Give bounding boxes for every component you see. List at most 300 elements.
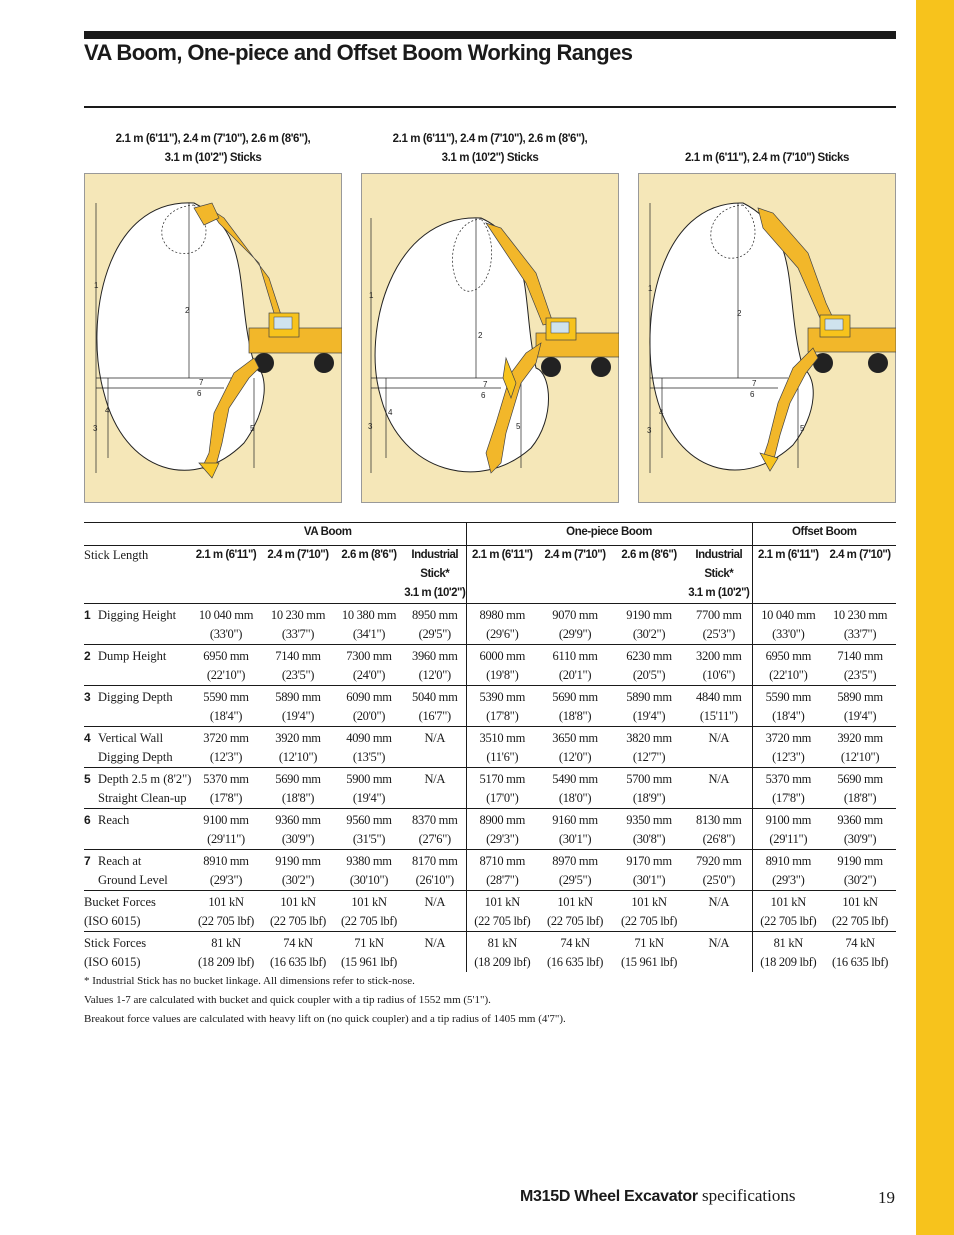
table-cell (824, 686, 896, 727)
cell-metric: 3920 mm (275, 731, 321, 745)
cell-metric: 3960 mm (412, 649, 458, 663)
stick-length-header: Stick Length (84, 546, 190, 604)
table-cell (538, 768, 612, 809)
table-cell (334, 645, 404, 686)
row-label-text: Straight Clean-up (98, 791, 187, 805)
cell-imperial: (22'10") (769, 668, 808, 682)
row-label (84, 850, 190, 891)
cell-imperial: (19'4") (632, 709, 666, 723)
diagram-caption-offset (638, 130, 896, 168)
cell-imperial: (18 209 lbf) (197, 955, 255, 969)
group-va-boom: VA Boom (84, 523, 466, 546)
cell-metric: 101 kN (631, 895, 667, 909)
table-cell (612, 604, 686, 645)
table-cell (334, 686, 404, 727)
cell-imperial: (19'4") (843, 709, 877, 723)
cell-imperial: (19'4") (281, 709, 315, 723)
table-cell (538, 932, 612, 973)
dim-label: 4 (105, 406, 110, 415)
cell-imperial: (22 705 lbf) (832, 914, 889, 928)
cell-imperial: (20'5") (632, 668, 666, 682)
table-cell (824, 850, 896, 891)
table-cell (334, 809, 404, 850)
row-label (84, 809, 190, 850)
cell-metric: 81 kN (487, 936, 517, 950)
row-label-text: Digging Height (98, 608, 177, 622)
cell-imperial: (12'3") (209, 750, 243, 764)
table-row (84, 645, 896, 686)
cell-metric: 6230 mm (626, 649, 672, 663)
cell-metric: 6110 mm (552, 649, 598, 663)
cell-metric: 3510 mm (479, 731, 526, 745)
top-rule (84, 31, 896, 39)
cell-metric: 71 kN (634, 936, 664, 950)
cell-metric: 6950 mm (203, 649, 249, 663)
footer-model-name: M315D Wheel Excavator (520, 1188, 698, 1205)
table-cell (404, 686, 466, 727)
cell-imperial: (22 705 lbf) (474, 914, 531, 928)
cell-metric: 3720 mm (203, 731, 249, 745)
dim-label: 5 (250, 424, 255, 433)
column-header: 2.6 m (8'6") (612, 546, 686, 604)
table-cell (612, 686, 686, 727)
table-cell (466, 727, 538, 768)
cell-imperial: (23'5") (843, 668, 877, 682)
cell-imperial: (17'0") (486, 791, 519, 805)
working-range-diagram-va-boom (84, 173, 342, 503)
row-label (84, 727, 190, 768)
diagram-caption-one-piece (361, 130, 619, 168)
cell-metric: 101 kN (351, 895, 387, 909)
cell-imperial: (25'3") (702, 627, 735, 641)
cell-imperial: (17'8") (209, 791, 243, 805)
cell-metric: N/A (424, 895, 446, 909)
dim-label: 7 (752, 379, 757, 388)
table-cell (404, 850, 466, 891)
cell-imperial: (25'0") (702, 873, 735, 887)
cell-imperial: (18'0") (558, 791, 592, 805)
cell-metric: 81 kN (773, 936, 804, 950)
dim-label: 2 (185, 306, 190, 315)
table-cell (466, 768, 538, 809)
cell-imperial: (22 705 lbf) (197, 914, 255, 928)
cell-imperial: (24'0") (352, 668, 386, 682)
table-cell (752, 850, 824, 891)
table-cell (686, 645, 752, 686)
cell-imperial: (30'2") (281, 873, 315, 887)
group-one-piece-boom: One-piece Boom (466, 523, 752, 546)
row-label-text: Reach (98, 813, 130, 827)
cell-metric: 9350 mm (626, 813, 672, 827)
cell-imperial: (28'7") (486, 873, 519, 887)
cell-metric: 8910 mm (203, 854, 249, 868)
row-number: 7 (84, 854, 91, 868)
row-number: 1 (84, 608, 91, 622)
cell-metric: 8910 mm (765, 854, 812, 868)
cell-metric: 7700 mm (696, 608, 742, 622)
cell-imperial: (12'0") (558, 750, 592, 764)
cell-imperial: (27'6") (418, 832, 451, 846)
table-cell (686, 768, 752, 809)
table-cell (190, 768, 262, 809)
row-number: 5 (84, 772, 91, 786)
cell-imperial: (18'8") (843, 791, 877, 805)
column-header: 3.1 m (10'2") (688, 587, 750, 599)
cell-imperial: (33'7") (843, 627, 877, 641)
row-label-text: Stick Forces (84, 936, 147, 950)
row-label (84, 604, 190, 645)
table-cell (612, 645, 686, 686)
caption-line: 2.1 m (6'11"), 2.4 m (7'10"), 2.6 m (8'6"), (392, 133, 588, 145)
table-cell (686, 850, 752, 891)
dim-label: 4 (388, 408, 393, 417)
working-ranges-table (84, 522, 896, 972)
cell-imperial: (12'7") (632, 750, 666, 764)
cell-imperial: (29'5") (558, 873, 592, 887)
row-number: 6 (84, 813, 91, 827)
cell-imperial: (26'10") (415, 873, 454, 887)
cell-metric: N/A (424, 936, 446, 950)
diagram-caption-va (84, 130, 342, 168)
table-cell (190, 686, 262, 727)
cell-metric: 9380 mm (346, 854, 392, 868)
row-label-text: Ground Level (98, 873, 168, 887)
cell-imperial: (18 209 lbf) (474, 955, 531, 969)
cell-metric: N/A (708, 731, 730, 745)
cell-imperial: (18'4") (772, 709, 805, 723)
industrial-label: Industrial (411, 549, 459, 561)
table-cell (686, 932, 752, 973)
cell-metric: N/A (708, 772, 730, 786)
column-header-industrial (404, 546, 466, 604)
cell-imperial: (30'1") (632, 873, 666, 887)
table-cell (262, 809, 334, 850)
cell-metric: 5170 mm (479, 772, 526, 786)
table-cell (824, 891, 896, 932)
table-cell (404, 891, 466, 932)
dim-label: 5 (800, 424, 805, 433)
cell-metric: 8370 mm (412, 813, 458, 827)
table-cell (538, 686, 612, 727)
cell-imperial: (30'9") (843, 832, 877, 846)
table-cell (262, 727, 334, 768)
cell-imperial: (30'2") (843, 873, 877, 887)
dim-label: 3 (368, 422, 373, 431)
cell-imperial: (30'1") (558, 832, 592, 846)
column-header: 2.4 m (7'10") (824, 546, 896, 604)
group-offset-boom: Offset Boom (752, 523, 896, 546)
table-cell (538, 891, 612, 932)
cell-imperial: (29'6") (486, 627, 519, 641)
table-cell (334, 850, 404, 891)
table-cell (538, 850, 612, 891)
footnote: * Industrial Stick has no bucket linkage. All dimensions refer to stick-nose. (84, 975, 415, 987)
table-cell (752, 768, 824, 809)
row-number: 4 (84, 731, 91, 745)
cell-metric: 4090 mm (346, 731, 392, 745)
cell-metric: 5890 mm (626, 690, 672, 704)
table-cell (262, 645, 334, 686)
cell-metric: 10 380 mm (341, 608, 397, 622)
cell-metric: 5890 mm (837, 690, 883, 704)
table-cell (824, 768, 896, 809)
dim-label: 6 (750, 390, 755, 399)
cell-metric: 101 kN (557, 895, 593, 909)
cell-imperial: (10'6") (702, 668, 735, 682)
table-cell (752, 809, 824, 850)
cell-metric: 5370 mm (203, 772, 249, 786)
page-number: 19 (878, 1188, 895, 1207)
dim-label: 7 (483, 380, 488, 389)
table-cell (824, 932, 896, 973)
dim-label: 3 (93, 424, 98, 433)
cell-metric: 7140 mm (275, 649, 321, 663)
cell-metric: 5040 mm (412, 690, 458, 704)
cell-imperial: (29'3") (772, 873, 805, 887)
table-cell (262, 932, 334, 973)
industrial-label: Industrial (695, 549, 743, 561)
dim-label: 6 (197, 389, 202, 398)
table-cell (686, 727, 752, 768)
cell-imperial: (17'8") (486, 709, 519, 723)
cell-metric: 8950 mm (412, 608, 458, 622)
table-row (84, 768, 896, 809)
cell-metric: 5590 mm (765, 690, 812, 704)
cell-imperial: (33'0") (209, 627, 243, 641)
table-body (84, 604, 896, 973)
side-accent-bar (916, 0, 954, 1235)
cell-metric: 10 230 mm (270, 608, 326, 622)
cell-imperial: (18'8") (558, 709, 592, 723)
footnote: Values 1-7 are calculated with bucket and quick coupler with a tip radius of 1552 mm (5'1"). (84, 994, 491, 1006)
table-cell (538, 645, 612, 686)
cell-imperial: (13'5") (352, 750, 386, 764)
cell-metric: 9100 mm (765, 813, 812, 827)
cell-imperial: (16 635 lbf) (546, 955, 604, 969)
column-header: 2.1 m (6'11") (752, 546, 824, 604)
table-cell (686, 686, 752, 727)
table-cell (466, 850, 538, 891)
table-cell (686, 809, 752, 850)
row-label-text: Dump Height (98, 649, 167, 663)
table-row (84, 686, 896, 727)
caption-line: 2.1 m (6'11"), 2.4 m (7'10"), 2.6 m (8'6"), (115, 133, 311, 145)
cell-imperial: (23'5") (281, 668, 315, 682)
cell-metric: 6950 mm (765, 649, 812, 663)
cell-metric: 71 kN (354, 936, 384, 950)
cell-imperial: (12'3") (772, 750, 805, 764)
footnote: Breakout force values are calculated with heavy lift on (no quick coupler) and a tip radius of 1405 mm (4'7"). (84, 1013, 566, 1025)
column-header: 3.1 m (10'2") (404, 587, 466, 599)
cell-imperial: (20'0") (352, 709, 386, 723)
table-cell (334, 891, 404, 932)
cell-imperial: (22 705 lbf) (340, 914, 398, 928)
cell-metric: 9360 mm (275, 813, 321, 827)
cell-imperial: (12'10") (840, 750, 880, 764)
cell-metric: 9190 mm (626, 608, 672, 622)
cell-metric: 101 kN (280, 895, 316, 909)
row-label-text: Bucket Forces (84, 895, 156, 909)
cell-metric: 6000 mm (479, 649, 526, 663)
table-cell (686, 604, 752, 645)
cell-metric: 5900 mm (346, 772, 392, 786)
dim-label: 3 (647, 426, 652, 435)
table-cell (404, 932, 466, 973)
table-cell (612, 891, 686, 932)
table-row (84, 727, 896, 768)
table-cell (190, 932, 262, 973)
cell-metric: 5390 mm (479, 690, 526, 704)
dim-label: 1 (648, 284, 653, 293)
cell-imperial: (29'9") (558, 627, 592, 641)
table-cell (334, 932, 404, 973)
working-range-diagram-one-piece-boom (361, 173, 619, 503)
table-cell (686, 891, 752, 932)
cell-metric: 10 230 mm (832, 608, 888, 622)
cell-imperial: (29'11") (769, 832, 808, 846)
caption-line: 2.1 m (6'11"), 2.4 m (7'10") Sticks (684, 152, 850, 164)
table-cell (752, 727, 824, 768)
table-cell (824, 727, 896, 768)
table-cell (334, 604, 404, 645)
cell-metric: 7920 mm (696, 854, 742, 868)
table-cell (752, 604, 824, 645)
column-header-row (84, 546, 896, 604)
cell-metric: N/A (708, 936, 730, 950)
table-cell (466, 686, 538, 727)
table-cell (190, 891, 262, 932)
table-cell (466, 932, 538, 973)
cell-metric: 9190 mm (837, 854, 883, 868)
cell-imperial: (19'8") (486, 668, 519, 682)
cell-metric: 3650 mm (552, 731, 598, 745)
table-cell (262, 604, 334, 645)
row-label-text: Reach at (98, 854, 142, 868)
cell-imperial: (22 705 lbf) (546, 914, 604, 928)
row-label (84, 686, 190, 727)
column-header-industrial (686, 546, 752, 604)
cell-imperial: (20'1") (558, 668, 592, 682)
row-label-text: Digging Depth (98, 690, 173, 704)
cell-metric: 9360 mm (837, 813, 883, 827)
cell-metric: 101 kN (770, 895, 806, 909)
cell-metric: 5370 mm (765, 772, 812, 786)
table-cell (612, 850, 686, 891)
cell-imperial: (22 705 lbf) (760, 914, 817, 928)
cell-imperial: (12'0") (418, 668, 451, 682)
cell-metric: 7300 mm (346, 649, 392, 663)
table-cell (334, 727, 404, 768)
cell-metric: N/A (708, 895, 730, 909)
cell-metric: 5490 mm (552, 772, 598, 786)
cell-metric: 8710 mm (479, 854, 526, 868)
cell-metric: 8970 mm (552, 854, 598, 868)
cell-metric: 101 kN (842, 895, 878, 909)
cell-imperial: (26'8") (702, 832, 735, 846)
cell-imperial: (18'8") (281, 791, 315, 805)
cell-metric: 3200 mm (696, 649, 742, 663)
table-cell (612, 809, 686, 850)
cell-imperial: (30'8") (632, 832, 666, 846)
table-cell (190, 604, 262, 645)
column-header: 2.1 m (6'11") (466, 546, 538, 604)
column-header: 2.4 m (7'10") (538, 546, 612, 604)
cell-metric: 3720 mm (765, 731, 812, 745)
table-cell (262, 891, 334, 932)
cell-metric: 9160 mm (552, 813, 598, 827)
cell-metric: 6090 mm (346, 690, 392, 704)
cell-imperial: (29'11") (207, 832, 245, 846)
table-cell (752, 686, 824, 727)
cell-metric: 8900 mm (479, 813, 526, 827)
cell-imperial: (16 635 lbf) (832, 955, 889, 969)
table-cell (824, 645, 896, 686)
cell-metric: 10 040 mm (761, 608, 816, 622)
dim-label: 7 (199, 378, 204, 387)
dim-label: 2 (478, 331, 483, 340)
cell-imperial: (30'10") (349, 873, 389, 887)
table-cell (262, 768, 334, 809)
cell-imperial: (18'9") (632, 791, 666, 805)
cell-imperial: (19'4") (352, 791, 386, 805)
cell-metric: 7140 mm (837, 649, 883, 663)
column-header: 2.1 m (6'11") (190, 546, 262, 604)
cell-metric: 101 kN (208, 895, 244, 909)
cell-metric: 5890 mm (275, 690, 321, 704)
cell-imperial: (34'1") (352, 627, 386, 641)
cell-imperial: (15 961 lbf) (340, 955, 398, 969)
caption-line: 3.1 m (10'2") Sticks (441, 152, 539, 164)
table-cell (190, 645, 262, 686)
cell-metric: 101 kN (484, 895, 520, 909)
cell-imperial: (18 209 lbf) (760, 955, 817, 969)
diagram-svg (638, 173, 896, 503)
cell-metric: 8980 mm (479, 608, 526, 622)
table-cell (262, 686, 334, 727)
cell-imperial: (29'3") (486, 832, 519, 846)
cell-metric: 9100 mm (203, 813, 249, 827)
table-row (84, 891, 896, 932)
cell-metric: 74 kN (845, 936, 875, 950)
cell-imperial: (18'4") (209, 709, 243, 723)
cell-metric: 74 kN (560, 936, 590, 950)
row-label-text: (ISO 6015) (84, 955, 141, 969)
row-label-text: Vertical Wall (98, 731, 164, 745)
cell-metric: 5690 mm (275, 772, 321, 786)
footer-model (520, 1186, 796, 1206)
table-row (84, 604, 896, 645)
dim-label: 2 (737, 309, 742, 318)
table-cell (612, 768, 686, 809)
cell-metric: 74 kN (283, 936, 313, 950)
table-cell (466, 891, 538, 932)
cell-metric: 8170 mm (412, 854, 458, 868)
cell-imperial: (30'9") (281, 832, 315, 846)
cell-metric: 8130 mm (696, 813, 742, 827)
cell-imperial: (16 635 lbf) (269, 955, 327, 969)
dim-label: 1 (94, 281, 99, 290)
cell-metric: 9170 mm (626, 854, 672, 868)
cell-metric: 5690 mm (837, 772, 883, 786)
diagram-svg (361, 173, 619, 503)
row-label-text: Digging Depth (98, 750, 173, 764)
cell-metric: 5690 mm (552, 690, 598, 704)
column-header: 2.6 m (8'6") (334, 546, 404, 604)
row-label (84, 768, 190, 809)
row-label (84, 932, 190, 973)
cell-metric: 5700 mm (626, 772, 672, 786)
table-cell (334, 768, 404, 809)
